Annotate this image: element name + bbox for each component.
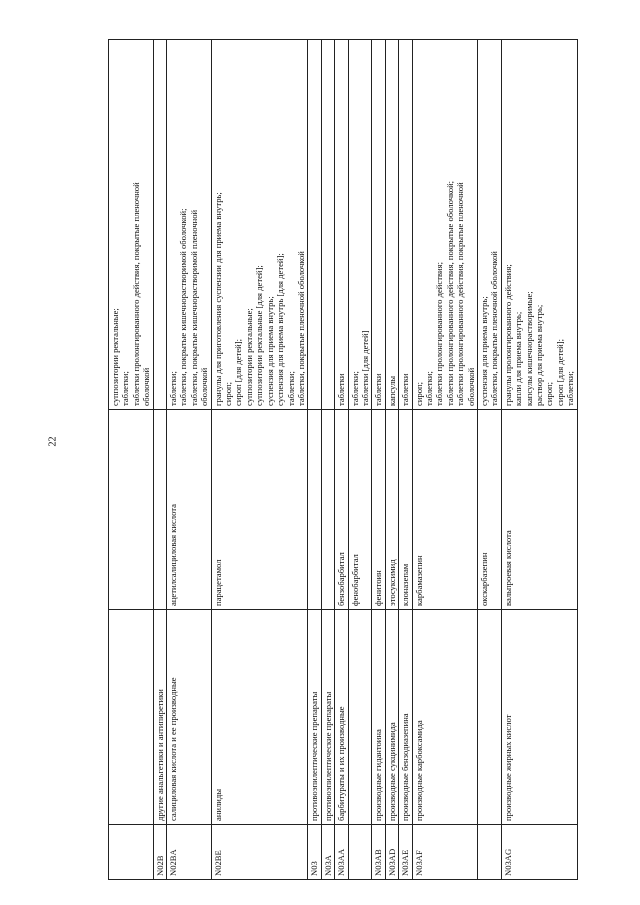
dosage-form-line: капсулы кишечнорастворимые;	[523, 291, 534, 406]
group-cell	[109, 610, 154, 825]
dosage-form-line: оболочкой	[199, 367, 210, 406]
dosage-form-line: таблетки пролонгированного действия, покрытые пленочной	[455, 182, 466, 406]
dosage-form-line: сироп;	[223, 382, 234, 406]
group-cell: другие анальгетики и антипиретики	[153, 610, 166, 825]
group-cell: анилиды	[211, 610, 308, 825]
code-cell	[348, 825, 372, 880]
dosage-form-line: таблетки, покрытые пленочной оболочкой	[489, 251, 500, 406]
forms-cell	[109, 40, 154, 410]
dosage-form-line: таблетки;	[120, 371, 131, 406]
dosage-form-line: таблетки пролонгированного действия, покрытые оболочкой;	[444, 180, 455, 406]
forms-cell	[478, 40, 502, 410]
dosage-form-line: оболочкой	[141, 367, 152, 406]
table-row	[109, 40, 154, 880]
group-cell: производные жирных кислот	[501, 610, 577, 825]
dosage-form-line: суспензия для приема внутрь [для детей];	[275, 253, 286, 406]
dosage-form-line: суспензия для приема внутрь;	[264, 296, 275, 406]
group-cell: производные карбоксамида	[412, 610, 477, 825]
code-cell: N03AA	[335, 825, 348, 880]
dosage-form-line: сироп;	[413, 382, 424, 406]
forms-cell	[211, 40, 308, 410]
drug-cell	[153, 410, 166, 610]
table-row	[399, 40, 412, 880]
table-row	[167, 40, 212, 880]
forms-cell	[412, 40, 477, 410]
group-cell	[348, 610, 372, 825]
table-row	[335, 40, 348, 880]
dosage-form-line: суппозитории ректальные;	[110, 308, 120, 406]
dosage-form-line: таблетки;	[285, 371, 296, 406]
drug-cell: этосуксимид	[385, 410, 398, 610]
dosage-form-line: суппозитории ректальные;	[243, 308, 254, 406]
drug-cell: ацетилсалициловая кислота	[167, 410, 212, 610]
dosage-form-line: таблетки;	[168, 371, 179, 406]
page-number: 22	[47, 436, 59, 447]
table-row	[501, 40, 577, 880]
group-cell: производные сукцинимида	[385, 610, 398, 825]
dosage-form-line: гранулы пролонгированного действия;	[502, 264, 513, 406]
code-cell: N03	[308, 825, 321, 880]
group-cell	[478, 610, 502, 825]
code-cell: N03AD	[385, 825, 398, 880]
drug-table	[108, 39, 578, 880]
drug-cell: вальпроевая кислота	[501, 410, 577, 610]
code-cell: N03AE	[399, 825, 412, 880]
group-cell: противоэпилептические препараты	[321, 610, 334, 825]
code-cell: N02B	[153, 825, 166, 880]
table-row	[478, 40, 502, 880]
forms-cell	[308, 40, 321, 410]
forms-cell	[501, 40, 577, 410]
dosage-form-line: сироп [для детей];	[233, 339, 244, 406]
code-cell: N02BE	[211, 825, 308, 880]
forms-cell	[335, 40, 348, 410]
drug-cell: окскарбазепин	[478, 410, 502, 610]
dosage-form-line: таблетки пролонгированного действия;	[434, 262, 445, 406]
dosage-form-line: таблетки;	[349, 371, 360, 406]
forms-cell	[153, 40, 166, 410]
dosage-form-line: таблетки	[373, 373, 384, 406]
group-cell: барбитураты и их производные	[335, 610, 348, 825]
dosage-form-line: таблетки пролонгированного действия, покрытые пленочной	[130, 182, 141, 406]
dosage-form-line: таблетки	[336, 373, 347, 406]
code-cell: N03AB	[372, 825, 385, 880]
drug-cell	[321, 410, 334, 610]
table-row	[211, 40, 308, 880]
group-cell: производные бензодиазепина	[399, 610, 412, 825]
dosage-form-line: капсулы	[386, 375, 397, 406]
group-cell: противоэпилептические препараты	[308, 610, 321, 825]
dosage-form-line: таблетки;	[565, 371, 576, 406]
code-cell	[109, 825, 154, 880]
dosage-form-line: оболочкой	[465, 367, 476, 406]
dosage-form-line: капли для приема внутрь;	[513, 311, 524, 406]
drug-cell	[308, 410, 321, 610]
code-cell: N03AG	[501, 825, 577, 880]
table-row	[372, 40, 385, 880]
code-cell	[478, 825, 502, 880]
drug-cell: бензобарбитал	[335, 410, 348, 610]
dosage-form-line: суппозитории ректальные [для детей];	[254, 265, 265, 406]
dosage-form-line: сироп;	[544, 382, 555, 406]
forms-cell	[399, 40, 412, 410]
drug-cell: фенобарбитал	[348, 410, 372, 610]
group-cell: салициловая кислота и ее производные	[167, 610, 212, 825]
group-cell: производные гидантоина	[372, 610, 385, 825]
table-row	[153, 40, 166, 880]
dosage-form-line: сироп [для детей];	[554, 339, 565, 406]
code-cell: N02BA	[167, 825, 212, 880]
rotated-page-content	[108, 40, 576, 880]
forms-cell	[348, 40, 372, 410]
dosage-form-line: таблетки, покрытые пленочной оболочкой	[295, 251, 306, 406]
table-row	[321, 40, 334, 880]
dosage-form-line: таблетки;	[423, 371, 434, 406]
table-row	[348, 40, 372, 880]
dosage-form-line: таблетки, покрытые кишечнорастворимой пленочной	[188, 209, 199, 406]
forms-cell	[167, 40, 212, 410]
forms-cell	[372, 40, 385, 410]
dosage-form-line: суспензия для приема внутрь;	[479, 296, 489, 406]
dosage-form-line: таблетки [для детей]	[359, 330, 370, 406]
drug-cell: клоназепам	[399, 410, 412, 610]
table-row	[308, 40, 321, 880]
forms-cell	[385, 40, 398, 410]
dosage-form-line: раствор для приема внутрь;	[534, 304, 545, 406]
dosage-form-line: таблетки	[400, 373, 411, 406]
table-row	[412, 40, 477, 880]
code-cell: N03A	[321, 825, 334, 880]
code-cell: N03AF	[412, 825, 477, 880]
dosage-form-line: гранулы для приготовления суспензии для приема внутрь;	[212, 192, 223, 406]
drug-cell: парацетамол	[211, 410, 308, 610]
forms-cell	[321, 40, 334, 410]
table-row	[385, 40, 398, 880]
dosage-form-line: таблетки, покрытые кишечнорастворимой оболочкой;	[178, 208, 189, 406]
drug-cell	[109, 410, 154, 610]
drug-cell: карбамазепин	[412, 410, 477, 610]
drug-cell: фенитоин	[372, 410, 385, 610]
